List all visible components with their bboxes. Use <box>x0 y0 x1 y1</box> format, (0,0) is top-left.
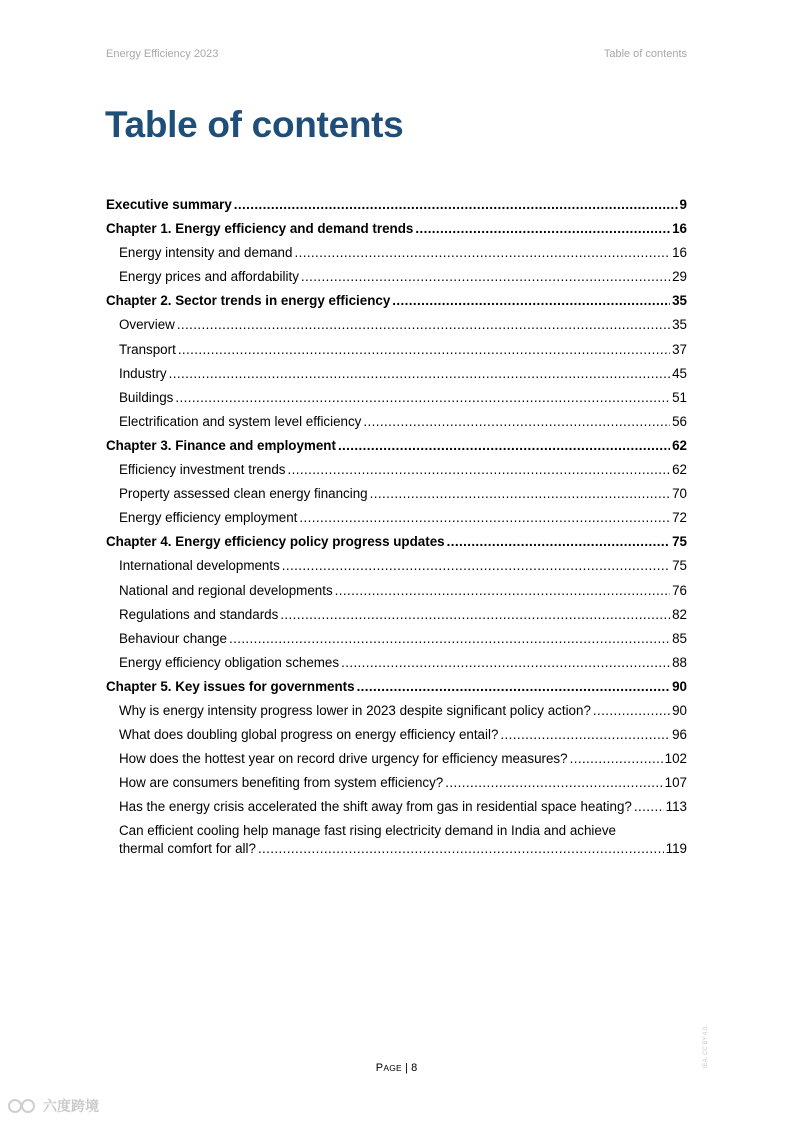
toc-leader-dots <box>294 245 670 260</box>
toc-page-number: 90 <box>672 702 687 718</box>
toc-entry-text: Transport <box>119 341 176 357</box>
toc-section-entry[interactable] <box>106 414 687 438</box>
toc-leader-dots <box>335 583 670 598</box>
toc-leader-dots <box>415 221 670 236</box>
toc-leader-dots <box>175 390 670 405</box>
toc-leader-dots <box>445 775 662 790</box>
toc-leader-dots <box>282 558 670 573</box>
toc-leader-dots <box>363 414 670 429</box>
toc-entry-text-line1: Can efficient cooling help manage fast rising electricity demand in India and achieve <box>119 823 616 839</box>
toc-page-number: 70 <box>672 486 687 502</box>
toc-chapter-entry[interactable] <box>106 293 687 317</box>
toc-leader-dots <box>357 679 671 694</box>
toc-entry-text: Efficiency investment trends <box>119 462 286 478</box>
toc-leader-dots <box>338 438 670 453</box>
toc-entry-text: National and regional developments <box>119 582 333 598</box>
toc-section-entry[interactable] <box>106 655 687 679</box>
toc-entry-text: Overview <box>119 317 175 333</box>
toc-leader-dots <box>593 703 670 718</box>
toc-entry-text: Chapter 4. Energy efficiency policy progress updates <box>106 534 445 550</box>
toc-section-entry[interactable] <box>106 390 687 414</box>
toc-leader-dots <box>500 727 670 742</box>
watermark-text: 六度跨境 <box>43 1098 99 1114</box>
watermark-logo-icon <box>6 1097 40 1115</box>
toc-entry-text: Executive summary <box>106 197 232 212</box>
toc-page-number: 16 <box>672 221 687 237</box>
footer-separator: | <box>405 1062 409 1074</box>
toc-section-entry[interactable] <box>106 799 687 823</box>
toc-section-entry[interactable] <box>106 510 687 534</box>
toc-chapter-entry[interactable] <box>106 438 687 462</box>
toc-leader-dots <box>341 655 670 670</box>
toc-leader-dots <box>570 751 663 766</box>
toc-entry-text: Chapter 5. Key issues for governments <box>106 678 355 694</box>
toc-page-number: 76 <box>672 582 687 598</box>
toc-section-entry[interactable] <box>106 727 687 751</box>
toc-entry-text-line2: thermal comfort for all? <box>119 841 256 857</box>
toc-page-number: 82 <box>672 606 687 622</box>
toc-page-number: 37 <box>672 341 687 357</box>
toc-entry-text: Property assessed clean energy financing <box>119 486 368 502</box>
toc-entry-text: Industry <box>119 365 167 381</box>
toc-page-number: 119 <box>665 841 687 857</box>
toc-entry-text: What does doubling global progress on energy efficiency entail? <box>119 727 499 743</box>
table-of-contents <box>106 197 687 856</box>
toc-entry-text: Chapter 3. Finance and employment <box>106 437 336 453</box>
toc-page-number: 16 <box>672 245 687 261</box>
toc-page-number: 72 <box>672 510 687 526</box>
toc-page-number: 62 <box>672 462 687 478</box>
toc-page-number: 29 <box>672 269 687 285</box>
toc-page-number: 75 <box>672 558 687 574</box>
toc-leader-dots <box>634 799 664 814</box>
toc-page-number: 62 <box>672 437 687 453</box>
toc-entry-text: Energy efficiency obligation schemes <box>119 654 340 670</box>
toc-page-number: 9 <box>679 197 687 212</box>
toc-leader-dots <box>299 510 670 525</box>
toc-entry-text: Why is energy intensity progress lower in 2023 despite significant policy action? <box>119 702 591 718</box>
toc-section-entry[interactable] <box>106 486 687 510</box>
toc-leader-dots <box>177 317 670 332</box>
toc-chapter-entry[interactable] <box>106 534 687 558</box>
toc-entry-text: Energy efficiency employment <box>119 510 298 526</box>
toc-section-entry[interactable] <box>106 775 687 799</box>
toc-page-number: 90 <box>672 678 687 694</box>
toc-section-entry[interactable] <box>106 607 687 631</box>
toc-entry-text: Electrification and system level efficiency <box>119 413 362 429</box>
toc-section-entry[interactable] <box>106 558 687 582</box>
toc-entry-wrapped[interactable] <box>106 823 687 856</box>
toc-leader-dots <box>370 486 670 501</box>
toc-section-entry[interactable] <box>106 751 687 775</box>
toc-entry-text: Energy intensity and demand <box>119 245 293 261</box>
page-title: Table of contents <box>105 104 404 145</box>
toc-page-number: 107 <box>664 775 687 791</box>
toc-entry-text: Chapter 2. Sector trends in energy efficiency <box>106 293 391 309</box>
toc-leader-dots <box>169 366 670 381</box>
running-header-left: Energy Efficiency 2023 <box>106 48 219 60</box>
toc-section-entry[interactable] <box>106 245 687 269</box>
toc-section-entry[interactable] <box>106 462 687 486</box>
toc-leader-dots <box>234 197 678 212</box>
toc-leader-dots <box>280 607 670 622</box>
toc-entry-text: Buildings <box>119 389 174 405</box>
toc-entry-text: Chapter 1. Energy efficiency and demand trends <box>106 221 414 237</box>
toc-entry-text: International developments <box>119 558 280 574</box>
toc-page-number: 56 <box>672 413 687 429</box>
toc-page-number: 102 <box>664 751 687 767</box>
toc-page-number: 113 <box>665 799 687 815</box>
toc-chapter-entry[interactable] <box>106 679 687 703</box>
toc-entry-text: Behaviour change <box>119 630 227 646</box>
toc-leader-dots <box>287 462 670 477</box>
toc-chapter-entry[interactable] <box>106 197 687 221</box>
toc-page-number: 75 <box>672 534 687 550</box>
toc-section-entry[interactable] <box>106 631 687 655</box>
page-footer <box>0 1062 793 1074</box>
footer-page-label: PAGE <box>375 1062 402 1074</box>
toc-chapter-entry[interactable] <box>106 221 687 245</box>
toc-entry-text: How are consumers benefiting from system efficiency? <box>119 775 444 791</box>
toc-leader-dots <box>447 534 671 549</box>
toc-page-number: 96 <box>672 727 687 743</box>
toc-section-entry[interactable] <box>106 342 687 366</box>
toc-entry-text: Has the energy crisis accelerated the shift away from gas in residential space heating? <box>119 799 632 815</box>
toc-section-entry[interactable] <box>106 583 687 607</box>
toc-entry-text: Regulations and standards <box>119 606 279 622</box>
toc-section-entry[interactable] <box>106 366 687 390</box>
toc-leader-dots <box>178 342 670 357</box>
toc-page-number: 45 <box>672 365 687 381</box>
toc-section-entry[interactable] <box>106 317 687 341</box>
toc-page-number: 51 <box>672 389 687 405</box>
toc-section-entry[interactable] <box>106 703 687 727</box>
toc-section-entry[interactable] <box>106 269 687 293</box>
toc-entry-text: How does the hottest year on record drive urgency for efficiency measures? <box>119 751 568 767</box>
toc-page-number: 85 <box>672 630 687 646</box>
toc-page-number: 88 <box>672 654 687 670</box>
toc-leader-dots <box>392 293 670 308</box>
license-side-text: IEA. CC BY 4.0. <box>703 1025 709 1068</box>
toc-entry-text: Energy prices and affordability <box>119 269 299 285</box>
running-header-right: Table of contents <box>603 48 687 60</box>
watermark <box>6 1096 99 1116</box>
toc-leader-dots <box>301 269 670 284</box>
footer-page-number: 8 <box>411 1062 418 1074</box>
toc-leader-dots <box>258 841 664 856</box>
toc-page-number: 35 <box>672 317 687 333</box>
toc-leader-dots <box>229 631 670 646</box>
toc-page-number: 35 <box>672 293 687 309</box>
